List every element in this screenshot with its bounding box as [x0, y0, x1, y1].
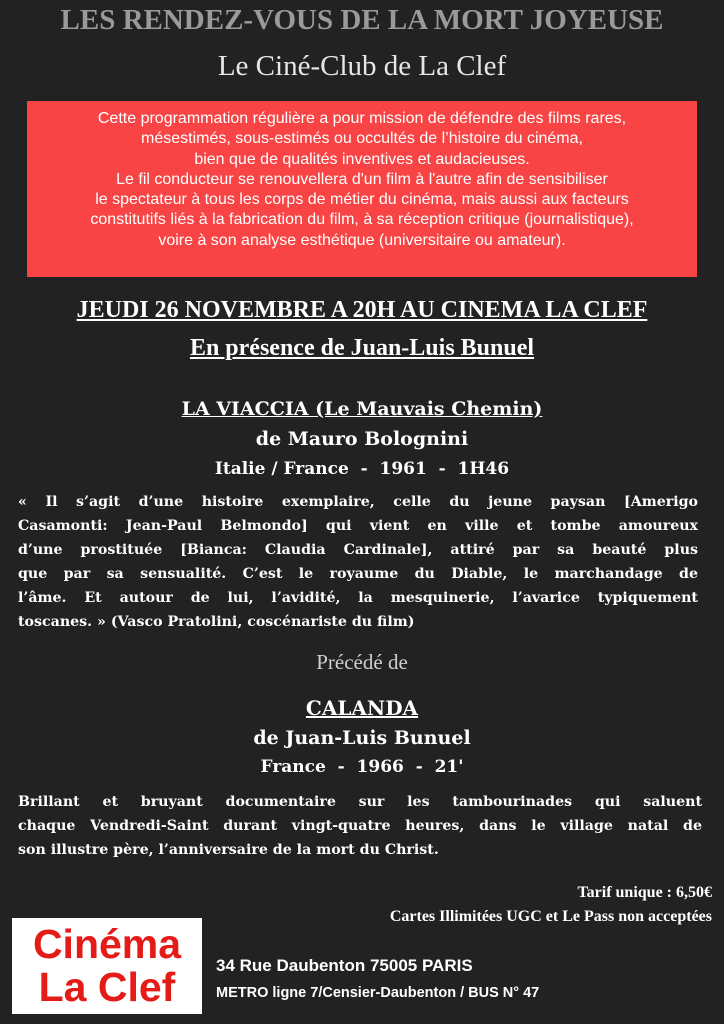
- price-tarif: Tarif unique : 6,50€: [577, 884, 712, 901]
- venue-transport: METRO ligne 7/Censier-Daubenton / BUS N° 47: [216, 985, 540, 1001]
- feature-film-title: LA VIACCIA (Le Mauvais Chemin): [181, 398, 543, 420]
- short-film-meta: France - 1966 - 21': [260, 757, 464, 777]
- quote-line: l’âme. Et autour de lui, l’avidité, la mesquinerie, l’avarice typiquement: [18, 590, 698, 606]
- mission-statement-box: [27, 101, 697, 277]
- quote-line: « Il s’agit d’une histoire exemplaire, celle du jeune paysan [Amerigo: [18, 494, 698, 510]
- quote-line: toscanes. » (Vasco Pratolini, coscénariste du film): [18, 614, 415, 630]
- feature-film-meta: Italie / France - 1961 - 1H46: [214, 459, 510, 479]
- event-guest-line: En présence de Juan-Luis Bunuel: [189, 335, 535, 361]
- quote-line: que par sa sensualité. C’est le royaume du Diable, le marchandage de: [18, 566, 698, 582]
- short-film-director: de Juan-Luis Bunuel: [253, 727, 471, 749]
- mission-line: voire à son analyse esthétique (universitaire ou amateur).: [158, 231, 566, 249]
- description-line: chaque Vendredi-Saint durant vingt-quatre heures, dans le village natal de: [18, 818, 702, 834]
- cinema-la-clef-logo: [12, 918, 202, 1014]
- mission-line: Le fil conducteur se renouvellera d'un film à l'autre afin de sensibiliser: [116, 170, 608, 188]
- feature-film-director: de Mauro Bolognini: [255, 428, 469, 450]
- venue-address: 34 Rue Daubenton 75005 PARIS: [216, 956, 473, 975]
- mission-line: constitutifs liés à la fabrication du film, à sa réception critique (journalistique),: [90, 211, 634, 229]
- quote-line: Casamonti: Jean-Paul Belmondo] qui vient en ville et tombe amoureux: [18, 518, 698, 534]
- price-cards-note: Cartes Illimitées UGC et Le Pass non acceptées: [389, 908, 712, 925]
- mission-line: mésestimés, sous-estimés ou occultés de l’histoire du cinéma,: [141, 130, 583, 148]
- poster-title: LES RENDEZ-VOUS DE LA MORT JOYEUSE: [60, 4, 664, 36]
- quote-line: d’une prostituée [Bianca: Claudia Cardinale], attiré par sa beauté plus: [18, 542, 698, 558]
- mission-line: bien que de qualités inventives et audacieuses.: [194, 150, 530, 168]
- logo-line-1: Cinéma: [32, 921, 182, 967]
- description-line: son illustre père, l’anniversaire de la mort du Christ.: [18, 842, 439, 858]
- event-date-line: JEUDI 26 NOVEMBRE A 20H AU CINEMA LA CLEF: [76, 297, 648, 323]
- logo-line-2: La Clef: [38, 964, 176, 1010]
- mission-line: le spectateur à tous les corps de métier du cinéma, mais aussi aux facteurs: [95, 191, 629, 209]
- poster-subtitle: Le Ciné-Club de La Clef: [217, 50, 507, 82]
- short-film-description: [18, 790, 702, 862]
- feature-film-quote: [18, 490, 698, 634]
- mission-line: Cette programmation régulière a pour mission de défendre des films rares,: [97, 110, 627, 127]
- short-film-title: CALANDA: [305, 696, 419, 720]
- description-line: Brillant et bruyant documentaire sur les tambourinades qui saluent: [18, 794, 702, 810]
- preceded-by-label: Précédé de: [316, 650, 408, 674]
